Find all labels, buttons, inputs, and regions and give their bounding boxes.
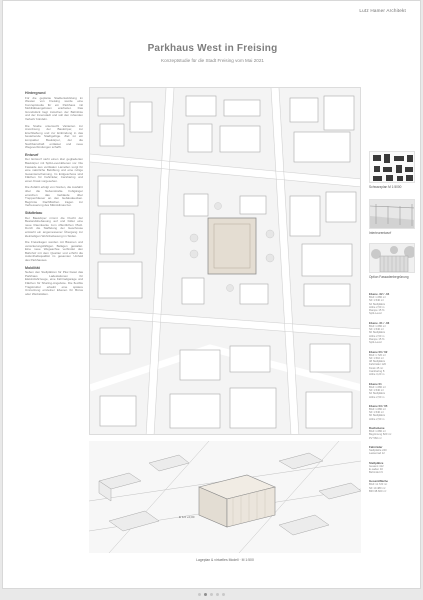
side-figure-label: Schwarzplan M 1:5000 xyxy=(369,185,402,189)
section-paragraph: Die Studie untersucht Varianten zur Anordnung der Baukörper, zur Erschließung und zur Einbindung in das bestehende Stadtgefüge. Ziel ist ein kompakter Baukörper, der die Nachbarschaft entlastet und neue Wegeverbindungen schafft. xyxy=(25,123,83,150)
site-plan xyxy=(89,87,361,435)
pagination-dot[interactable] xyxy=(216,593,219,596)
stats-line: 60 Stellplätze xyxy=(369,414,386,418)
stats-line: Split-Level xyxy=(369,341,382,345)
stats-group xyxy=(369,404,415,421)
stats-line: 48 Stellplätze xyxy=(369,360,386,364)
model-drawing xyxy=(89,441,361,553)
stats-line: BGF 1.720 m² xyxy=(369,353,386,357)
stats-line: 62 Stellplätze xyxy=(369,302,386,306)
poster-sheet xyxy=(2,0,421,589)
stats-line: PV 560 m² xyxy=(369,436,382,440)
stats-group xyxy=(369,426,415,440)
stats-line: Behindert 9 xyxy=(369,471,383,475)
stats-header: Ebene 01 xyxy=(369,381,382,386)
side-figure-label: Interieurentwurf xyxy=(369,231,392,235)
stats-header: Dachebene xyxy=(369,426,385,431)
stats-line: Fahrräder 120 xyxy=(369,363,387,367)
stats-header: Fahrräder xyxy=(369,444,383,449)
stats-line: Carsharing 8 xyxy=(369,370,385,374)
pagination-dot[interactable] xyxy=(222,593,225,596)
side-figure-label: Option Fassadenbegrünung xyxy=(369,275,409,279)
stats-line: Gesamt 412 xyxy=(369,464,384,468)
pagination-dot[interactable] xyxy=(210,593,213,596)
page-title: Parkhaus West in Freising xyxy=(147,43,278,54)
section-heading: Städtebau xyxy=(25,211,43,216)
side-figure xyxy=(369,151,415,189)
stats-group xyxy=(369,321,415,345)
stats-line: NF 1.540 m² xyxy=(369,299,384,303)
interior-drawing xyxy=(370,200,415,229)
side-figure xyxy=(369,243,415,279)
stats-header: Ebene 03 / 05 xyxy=(369,403,388,408)
facade-drawing xyxy=(370,244,415,273)
stats-line: 62 Stellplätze xyxy=(369,392,386,396)
section-heading: Hintergrund xyxy=(25,91,46,95)
stats-header: Ebene -02 / -04 xyxy=(369,292,390,296)
stats-line: E-Laden 40 xyxy=(369,467,383,471)
title-block xyxy=(3,43,422,63)
figure-ground-plan xyxy=(369,151,415,183)
stats-line: Höhe 3,20 m xyxy=(369,373,385,377)
stats-line: Höhe 2,50 m xyxy=(369,417,385,421)
stats-group xyxy=(369,382,415,399)
pagination-dot-active[interactable] xyxy=(204,593,207,596)
stats-line: 60 Stellplätze xyxy=(369,331,386,335)
virtual-model xyxy=(89,441,361,553)
stats-group xyxy=(369,292,415,316)
section-paragraph: Die Zufahrt erfolgt von Norden, die Ausfahrt über die Nebenstraße. Fußgänger erreichen das Gebäude über Treppenhäuser an den Gebäudeecken. Begrünte Dachflächen tragen zur Verbesserung des Mikroklimas bei. xyxy=(25,185,83,208)
stats-line: NF 1.540 m² xyxy=(369,328,384,332)
stats-header: Stellplätze xyxy=(369,460,384,465)
stats-group xyxy=(369,445,415,456)
section-paragraph: Die Freianlagen werden mit Bäumen und versickerungsfähigen Belägen gestaltet. Eine neue Wegeachse verbindet den Bahnhof mit dem Quartier und erhöht die Aufenthaltsqualität im gesamten Umfeld des Parkhauses. xyxy=(25,240,83,263)
stats-line: Rampe 15 % xyxy=(369,337,385,341)
interior-image xyxy=(369,199,415,229)
model-level-label: E 1/2 +0,00 xyxy=(179,515,195,519)
stats-line: NF 1.540 m² xyxy=(369,411,384,415)
section-paragraph: Der Baukörper nimmt die Flucht der Bestandsbebauung auf und bildet eine neue Raumkante zum öffentlichen Platz. Durch die Staffelung der Geschosse entsteht ein angemessener Übergang zur kleinteiligen Wohnbebauung im Süden. xyxy=(25,215,83,238)
stats-group xyxy=(369,479,415,493)
stats-line: NF 1.510 m² xyxy=(369,356,384,360)
stats-line: BGF 1.680 m² xyxy=(369,296,386,299)
page-subtitle: Konzeptstudie für die Stadt Freising vom Mai 2021 xyxy=(161,58,264,63)
stats-line: BRI 38.600 m³ xyxy=(369,489,387,493)
pagination-dot[interactable] xyxy=(198,593,201,596)
statistics-column xyxy=(369,292,415,498)
stats-line: Höhe 2,50 m xyxy=(369,305,385,309)
stats-line: Split-Level xyxy=(369,312,382,316)
stats-line: Stellplätze 240 xyxy=(369,448,387,452)
section-paragraph: Neben den Stellplätzen für Pkw bietet das Parkhaus Ladestationen für Elektrofahrzeuge, eine Fahrradgarage und Flächen für Sharing-Angebote. Die flexible Tragstruktur erlaubt eine spätere Umnutzung einzelner Ebenen für Büros oder Werkstätten. xyxy=(25,270,83,296)
section-paragraph: Für die geplante Stadtentwicklung im Westen von Freising wurde eine Konzeptstudie für ein Parkhaus mit Mobilitätsangeboten erarbeitet. Das Grundstück liegt zwischen der Bahnlinie und der Innenstadt und soll den ruhenden Verkehr bündeln. xyxy=(25,95,83,122)
site-plan-drawing xyxy=(90,88,361,435)
stats-group xyxy=(369,350,415,377)
figure-ground-drawing xyxy=(370,152,415,183)
stats-line: BGF 1.680 m² xyxy=(369,385,386,389)
stats-line: Höhe 2,50 m xyxy=(369,334,385,338)
stats-line: BGF 1.680 m² xyxy=(369,407,386,411)
side-figure xyxy=(369,199,415,235)
stats-line: BGF 1.680 m² xyxy=(369,324,386,328)
facade-image xyxy=(369,243,415,273)
stats-line: BGF 1.680 m² xyxy=(369,430,386,434)
stats-line: BGF 11.720 m² xyxy=(369,483,388,487)
stats-line: Rampe 15 % xyxy=(369,309,385,313)
stats-header: Ebene -01 / -03 xyxy=(369,320,390,325)
section-heading: Entwurf xyxy=(25,152,39,157)
stats-group xyxy=(369,461,415,475)
stats-line: Höhe 2,50 m xyxy=(369,395,385,399)
pagination-dots xyxy=(0,593,423,596)
stats-header: Ebene 00 / 02 xyxy=(369,349,388,354)
stats-line: Begrünung 820 m² xyxy=(369,433,392,437)
section-heading: Mobilität xyxy=(25,265,40,270)
section-paragraph: Der Entwurf sieht einen klar gegliederten Baukörper mit Split-Level-Ebenen vor. Die Fassade aus vertikalen Lamellen sorgt für eine natürliche Belüftung und eine ruhige Gesamterscheinung. Im Erdgeschoss sind Flächen für Fahrräder, Carsharing und einen Kiosk vorgesehen. xyxy=(25,157,83,183)
brand-name: Lutz Hamer Architekt xyxy=(359,8,406,13)
stats-line: Lastenrad 12 xyxy=(369,452,385,456)
stats-header: Gesamtfläche xyxy=(369,479,388,484)
figure-caption: Lageplan & virtuelles Modell · M 1:500 xyxy=(196,558,254,562)
stats-line: Kiosk 45 m² xyxy=(369,366,384,370)
text-column xyxy=(25,88,83,299)
stats-line: NF 10.480 m² xyxy=(369,486,386,490)
stats-line: NF 1.540 m² xyxy=(369,388,384,392)
